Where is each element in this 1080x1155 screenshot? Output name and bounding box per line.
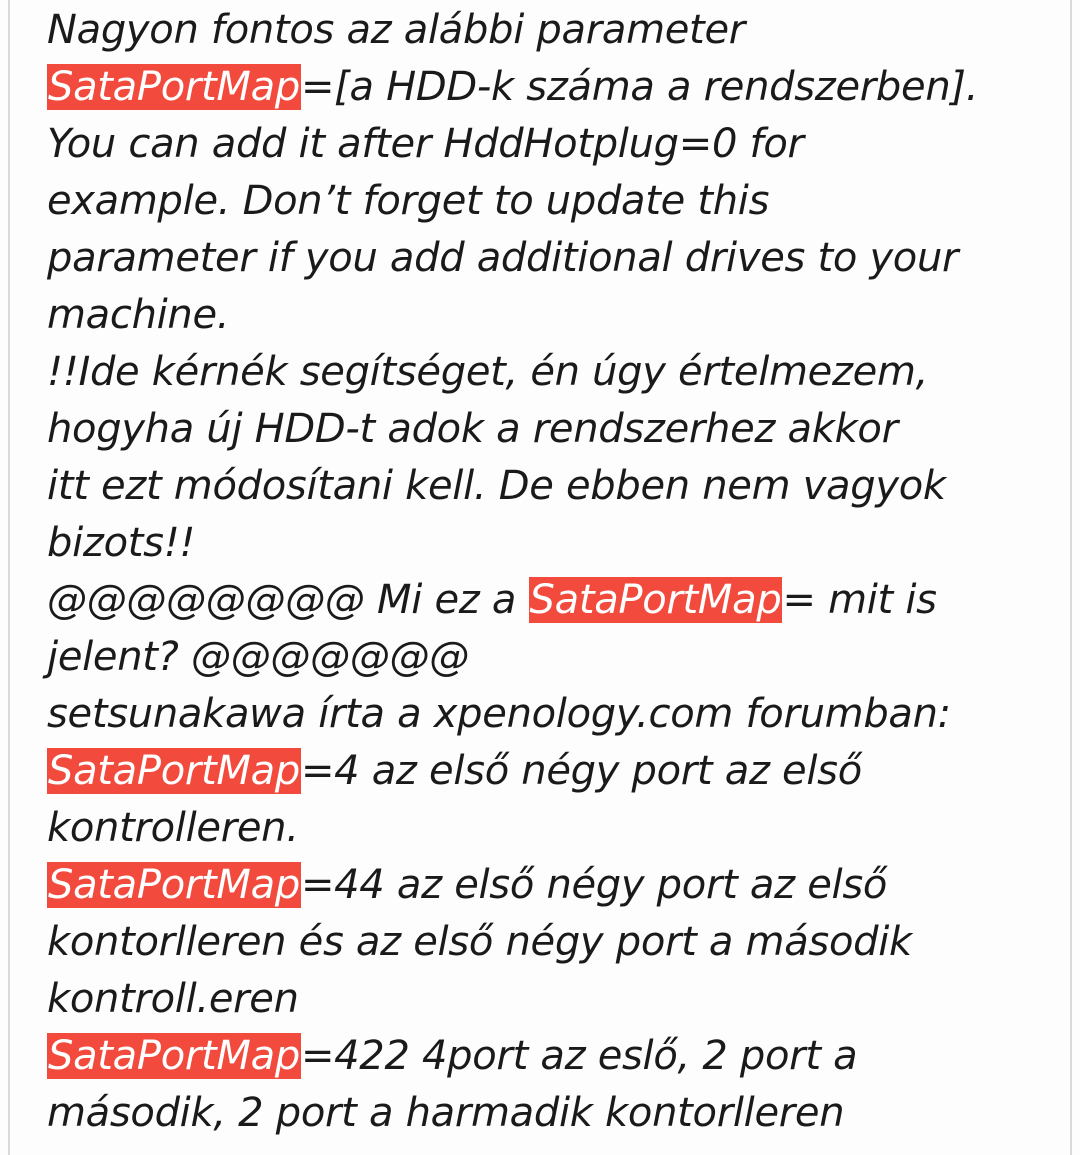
search-highlight: SataPortMap (48, 1033, 300, 1079)
text-line (47, 857, 1057, 914)
text-line: Nagyon fontos az alábbi parameter (47, 7, 745, 53)
text-line (47, 572, 1057, 629)
text-line: jelent? @@@@@@@ (47, 634, 469, 680)
text-line: You can add it after HddHotplug=0 for (47, 121, 804, 167)
text-line: kontrolleren. (47, 805, 299, 851)
text-line: example. Don’t forget to update this (47, 178, 770, 224)
search-highlight: SataPortMap (48, 64, 300, 110)
note-text (47, 2, 1057, 1142)
text-line: kontroll.eren (47, 976, 299, 1022)
text-line (47, 743, 1057, 800)
page-right-border (1070, 0, 1072, 1155)
line-segment: =4 az első négy port az első (300, 748, 862, 794)
text-line: bizots!! (47, 520, 196, 566)
page-left-border (8, 0, 10, 1155)
text-line: !!Ide kérnék segítséget, én úgy értelmezem, (47, 349, 929, 395)
text-line (47, 59, 1057, 116)
search-highlight: SataPortMap (48, 748, 300, 794)
search-highlight: SataPortMap (48, 862, 300, 908)
line-segment: =44 az első négy port az első (300, 862, 888, 908)
text-line: hogyha új HDD-t adok a rendszerhez akkor (47, 406, 898, 452)
text-line: parameter if you add additional drives to your (47, 235, 959, 281)
line-segment: = mit is (782, 577, 937, 623)
text-line: machine. (47, 292, 230, 338)
text-line: itt ezt módosítani kell. De ebben nem vagyok (47, 463, 946, 509)
search-highlight: SataPortMap (529, 577, 782, 623)
text-line: második, 2 port a harmadik kontorlleren (47, 1090, 845, 1136)
line-segment: @@@@@@@@ Mi ez a (47, 577, 529, 623)
text-line: kontorlleren és az első négy port a második (47, 919, 912, 965)
line-segment: =[a HDD-k száma a rendszerben]. (300, 64, 979, 110)
text-line (47, 1028, 1057, 1085)
line-segment: =422 4port az eslő, 2 port a (300, 1033, 858, 1079)
text-line: setsunakawa írta a xpenology.com forumban: (47, 691, 951, 737)
